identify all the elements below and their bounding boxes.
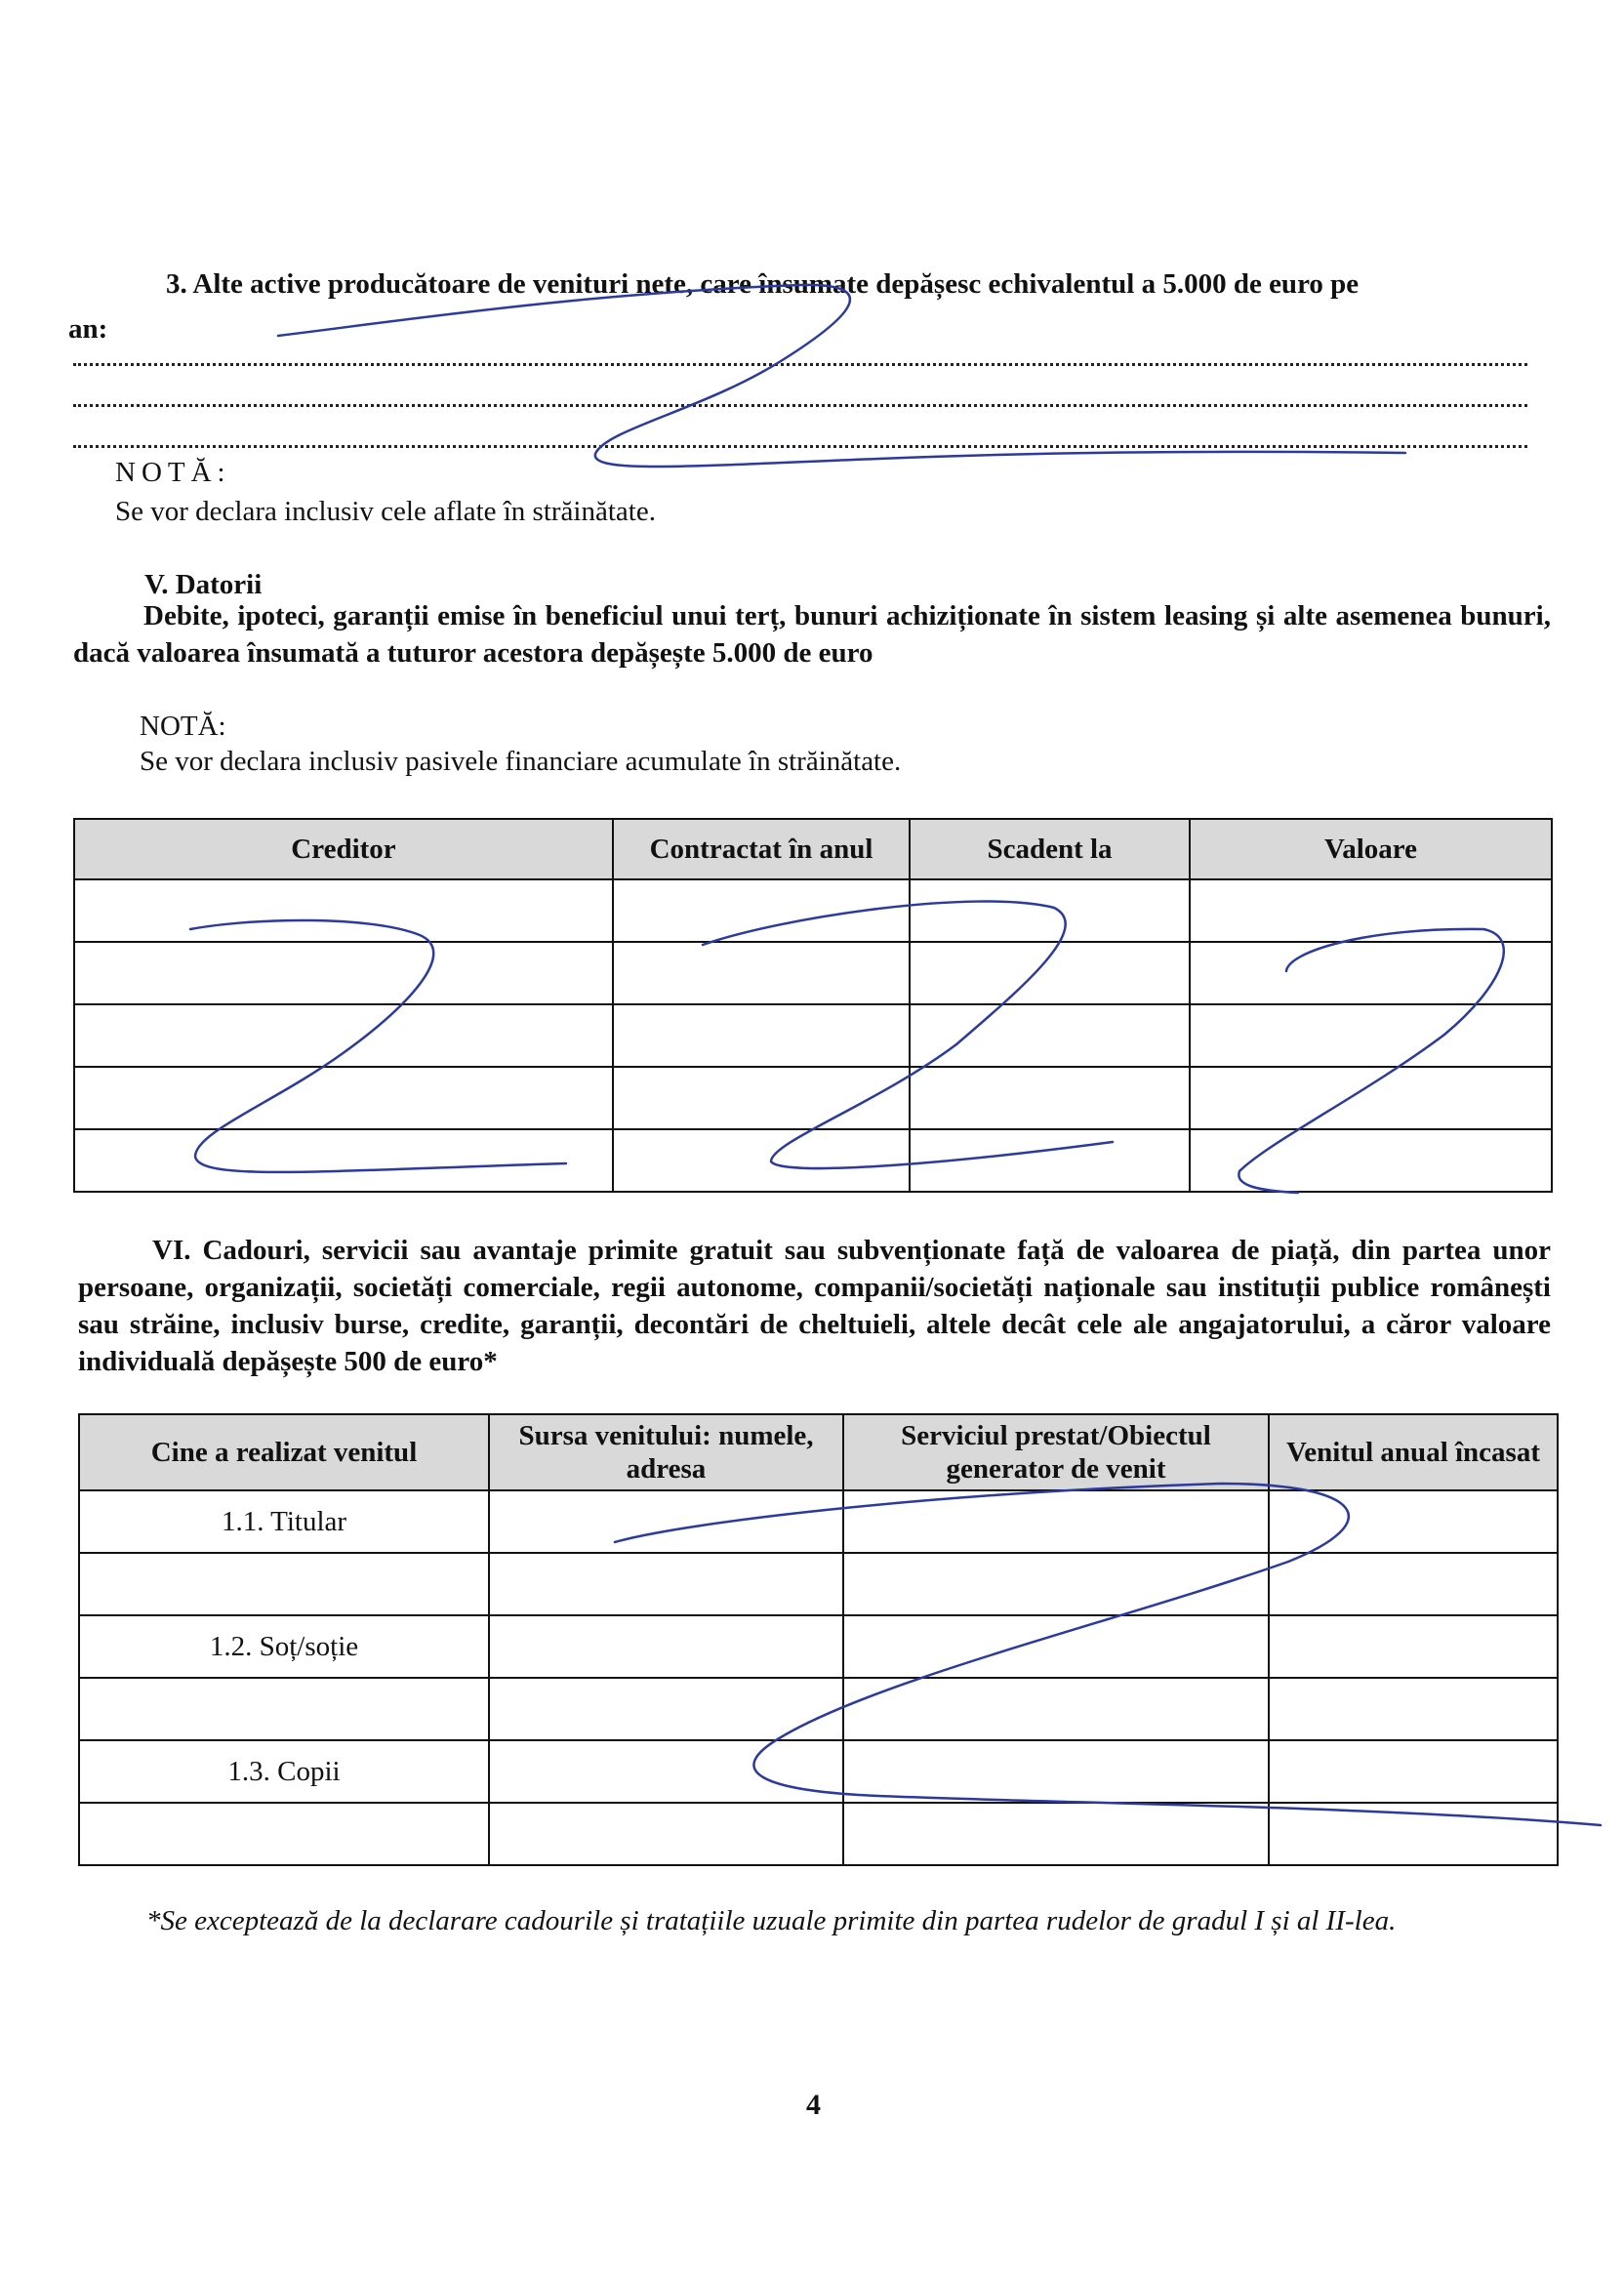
section5-description: Debite, ipoteci, garanții emise în beneficiul unui terț, bunuri achiziționate în sistem leasing și alte asemenea bunuri, dacă valoarea însumată a tuturor acestora depășește 5.000 de euro (73, 600, 1551, 669)
dotted-line-1 (73, 344, 1527, 366)
table-cell (1269, 1740, 1558, 1803)
table-cell (910, 1129, 1190, 1192)
table-cell (613, 942, 910, 1004)
table-cell (613, 1129, 910, 1192)
header-value: Valoare (1190, 819, 1552, 879)
table-cell: 1.2. Soț/soție (79, 1615, 489, 1678)
table-cell (489, 1678, 843, 1740)
table-cell (489, 1490, 843, 1553)
table-cell (74, 1004, 613, 1067)
section3-heading-cont: an: (68, 313, 108, 345)
table-cell (1269, 1553, 1558, 1615)
header-who-earned: Cine a realizat venitul (79, 1414, 489, 1490)
section3-heading (73, 265, 1551, 303)
table-row (79, 1490, 1558, 1553)
table-cell (74, 879, 613, 942)
table-header-row (79, 1414, 1558, 1490)
table-cell (1269, 1615, 1558, 1678)
table-cell (1269, 1803, 1558, 1865)
table-row (74, 942, 1552, 1004)
table-row (79, 1615, 1558, 1678)
section5-title: V. Datorii (144, 569, 263, 600)
table-cell (489, 1740, 843, 1803)
header-service-object: Serviciul prestat/Obiectul generator de venit (843, 1414, 1269, 1490)
section6-description: VI. Cadouri, servicii sau avantaje primite gratuit sau subvenționate față de valoarea de piață, din partea unor persoane, organizații, societăți comerciale, regii autonome, companii/societăți naționale sau instituții publice românești sau străine, inclusiv burse, credite, garanții, decontări de cheltuieli, altele decât cele ale angajatorului, a căror valoare individuală depășește 500 de euro* (78, 1235, 1551, 1377)
gifts-table (78, 1413, 1559, 1866)
table-row (74, 1129, 1552, 1192)
header-income-source: Sursa venitului: numele, adresa (489, 1414, 843, 1490)
table-cell (79, 1678, 489, 1740)
header-contracted-year: Contractat în anul (613, 819, 910, 879)
table-cell (910, 1004, 1190, 1067)
table-cell (843, 1615, 1269, 1678)
table-cell (74, 1129, 613, 1192)
table-row (74, 1067, 1552, 1129)
table-cell (613, 1067, 910, 1129)
header-creditor: Creditor (74, 819, 613, 879)
section3-note-label: NOTĂ: (115, 457, 231, 488)
table-cell (1190, 879, 1552, 942)
table-row (79, 1678, 1558, 1740)
table-cell (843, 1740, 1269, 1803)
table-cell (79, 1803, 489, 1865)
table-cell (489, 1553, 843, 1615)
table-cell (613, 1004, 910, 1067)
table-cell (910, 879, 1190, 942)
table-cell (1190, 1004, 1552, 1067)
table-cell (74, 942, 613, 1004)
page-number: 4 (806, 2089, 821, 2121)
table-cell (1190, 1067, 1552, 1129)
table-cell: 1.3. Copii (79, 1740, 489, 1803)
table-cell (910, 942, 1190, 1004)
table-cell (843, 1678, 1269, 1740)
table-cell (613, 879, 910, 942)
table-header-row (74, 819, 1552, 879)
table-cell (843, 1490, 1269, 1553)
table-row (79, 1803, 1558, 1865)
table-cell (1190, 942, 1552, 1004)
debts-table (73, 818, 1553, 1193)
header-annual-income: Venitul anual încasat (1269, 1414, 1558, 1490)
footnote: *Se exceptează de la declarare cadourile și tratațiile uzuale primite din partea rudelor de gradul I și al II-lea. (146, 1905, 1397, 1936)
section5-note-label: NOTĂ: (140, 711, 226, 742)
table-cell (489, 1615, 843, 1678)
table-row (74, 879, 1552, 942)
section3-note-text: Se vor declara inclusiv cele aflate în străinătate. (115, 496, 656, 527)
table-row (74, 1004, 1552, 1067)
section3-heading-text: 3. Alte active producătoare de venituri nete, care însumate depășesc echivalentul a 5.000 de euro pe (166, 268, 1360, 300)
dotted-line-2 (73, 385, 1527, 407)
table-cell (489, 1803, 843, 1865)
table-cell (910, 1067, 1190, 1129)
table-cell (843, 1553, 1269, 1615)
table-cell (843, 1803, 1269, 1865)
table-row (79, 1553, 1558, 1615)
table-row (79, 1740, 1558, 1803)
table-cell (1190, 1129, 1552, 1192)
header-due-date: Scadent la (910, 819, 1190, 879)
table-cell (1269, 1678, 1558, 1740)
table-cell (74, 1067, 613, 1129)
table-cell (79, 1553, 489, 1615)
section5-note-text: Se vor declara inclusiv pasivele financiare acumulate în străinătate. (140, 746, 902, 777)
table-cell: 1.1. Titular (79, 1490, 489, 1553)
table-cell (1269, 1490, 1558, 1553)
dotted-line-3 (73, 426, 1527, 448)
